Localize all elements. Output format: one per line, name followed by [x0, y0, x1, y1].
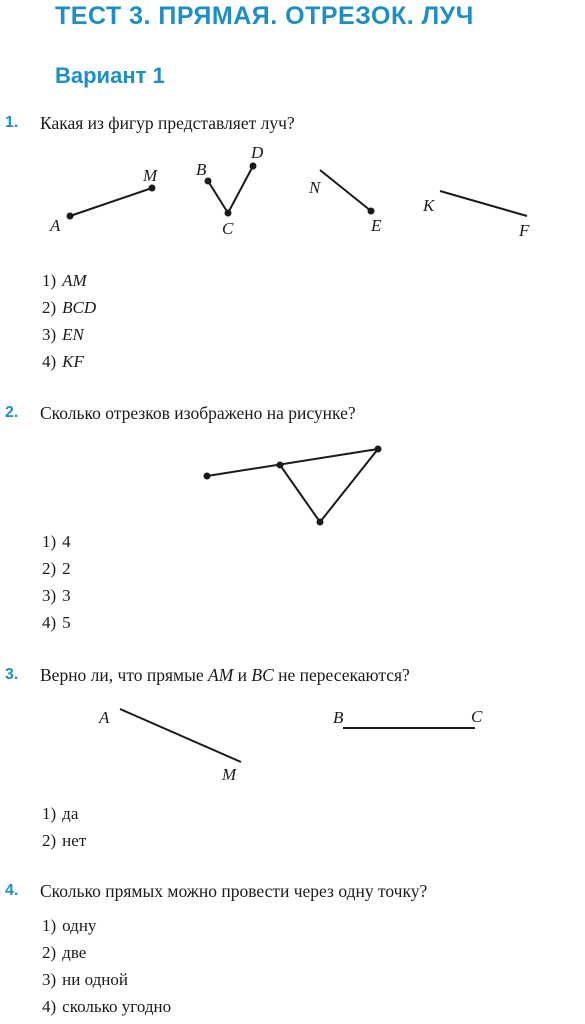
figure-line-kf — [422, 191, 530, 240]
question-3-text: Верно ли, что прямые AM и BC не пересекаются? — [40, 665, 410, 685]
figure-line-am — [98, 708, 241, 784]
label-f: F — [519, 221, 530, 240]
figure-angle-bcd — [196, 143, 264, 238]
question-3-option-1[interactable]: 1) да — [42, 804, 79, 823]
question-4-option-2[interactable]: 2) две — [42, 943, 87, 962]
question-4-number: 4. — [5, 882, 19, 899]
question-2-option-2[interactable]: 2) 2 — [42, 559, 71, 578]
question-2-option-1[interactable]: 1) 4 — [42, 532, 71, 551]
question-3-number: 3. — [5, 666, 19, 683]
question-1-option-3[interactable]: 3) EN — [42, 325, 84, 344]
label-e: E — [371, 216, 382, 235]
label-d: D — [251, 143, 264, 162]
page-title: ТЕСТ 3. ПРЯМАЯ. ОТРЕЗОК. ЛУЧ — [55, 2, 474, 30]
label-b: B — [333, 708, 344, 727]
question-4-text: Сколько прямых можно провести через одну точку? — [40, 881, 428, 901]
question-4-option-1[interactable]: 1) одну — [42, 916, 97, 935]
question-2-number: 2. — [5, 404, 19, 421]
label-m: M — [143, 166, 158, 185]
label-n: N — [309, 178, 321, 197]
question-3-option-2[interactable]: 2) нет — [42, 831, 87, 850]
question-4-option-3[interactable]: 3) ни одной — [42, 970, 128, 989]
question-2-text: Сколько отрезков изображено на рисунке? — [40, 403, 356, 423]
question-2-option-4[interactable]: 4) 5 — [42, 613, 71, 632]
label-m: M — [222, 765, 237, 784]
figure-ray-en — [308, 170, 382, 235]
question-1-option-4[interactable]: 4) KF — [42, 352, 84, 371]
label-a: A — [99, 708, 110, 727]
question-2-option-3[interactable]: 3) 3 — [42, 586, 71, 605]
question-1-option-1[interactable]: 1) AM — [42, 271, 87, 290]
question-1-number: 1. — [5, 114, 19, 131]
question-1-option-2[interactable]: 2) BCD — [42, 298, 97, 317]
question-4-option-4[interactable]: 4) сколько угодно — [42, 997, 172, 1016]
label-k: K — [423, 196, 435, 215]
variant-heading: Вариант 1 — [55, 63, 165, 88]
figure-segments-triangle — [204, 446, 382, 526]
label-c: C — [471, 707, 483, 726]
label-a: A — [50, 216, 61, 235]
label-b: B — [196, 160, 207, 179]
figure-segment-am — [49, 166, 158, 235]
question-1-text: Какая из фигур представляет луч? — [40, 113, 295, 133]
figure-line-bc — [333, 707, 483, 728]
label-c: C — [222, 219, 234, 238]
